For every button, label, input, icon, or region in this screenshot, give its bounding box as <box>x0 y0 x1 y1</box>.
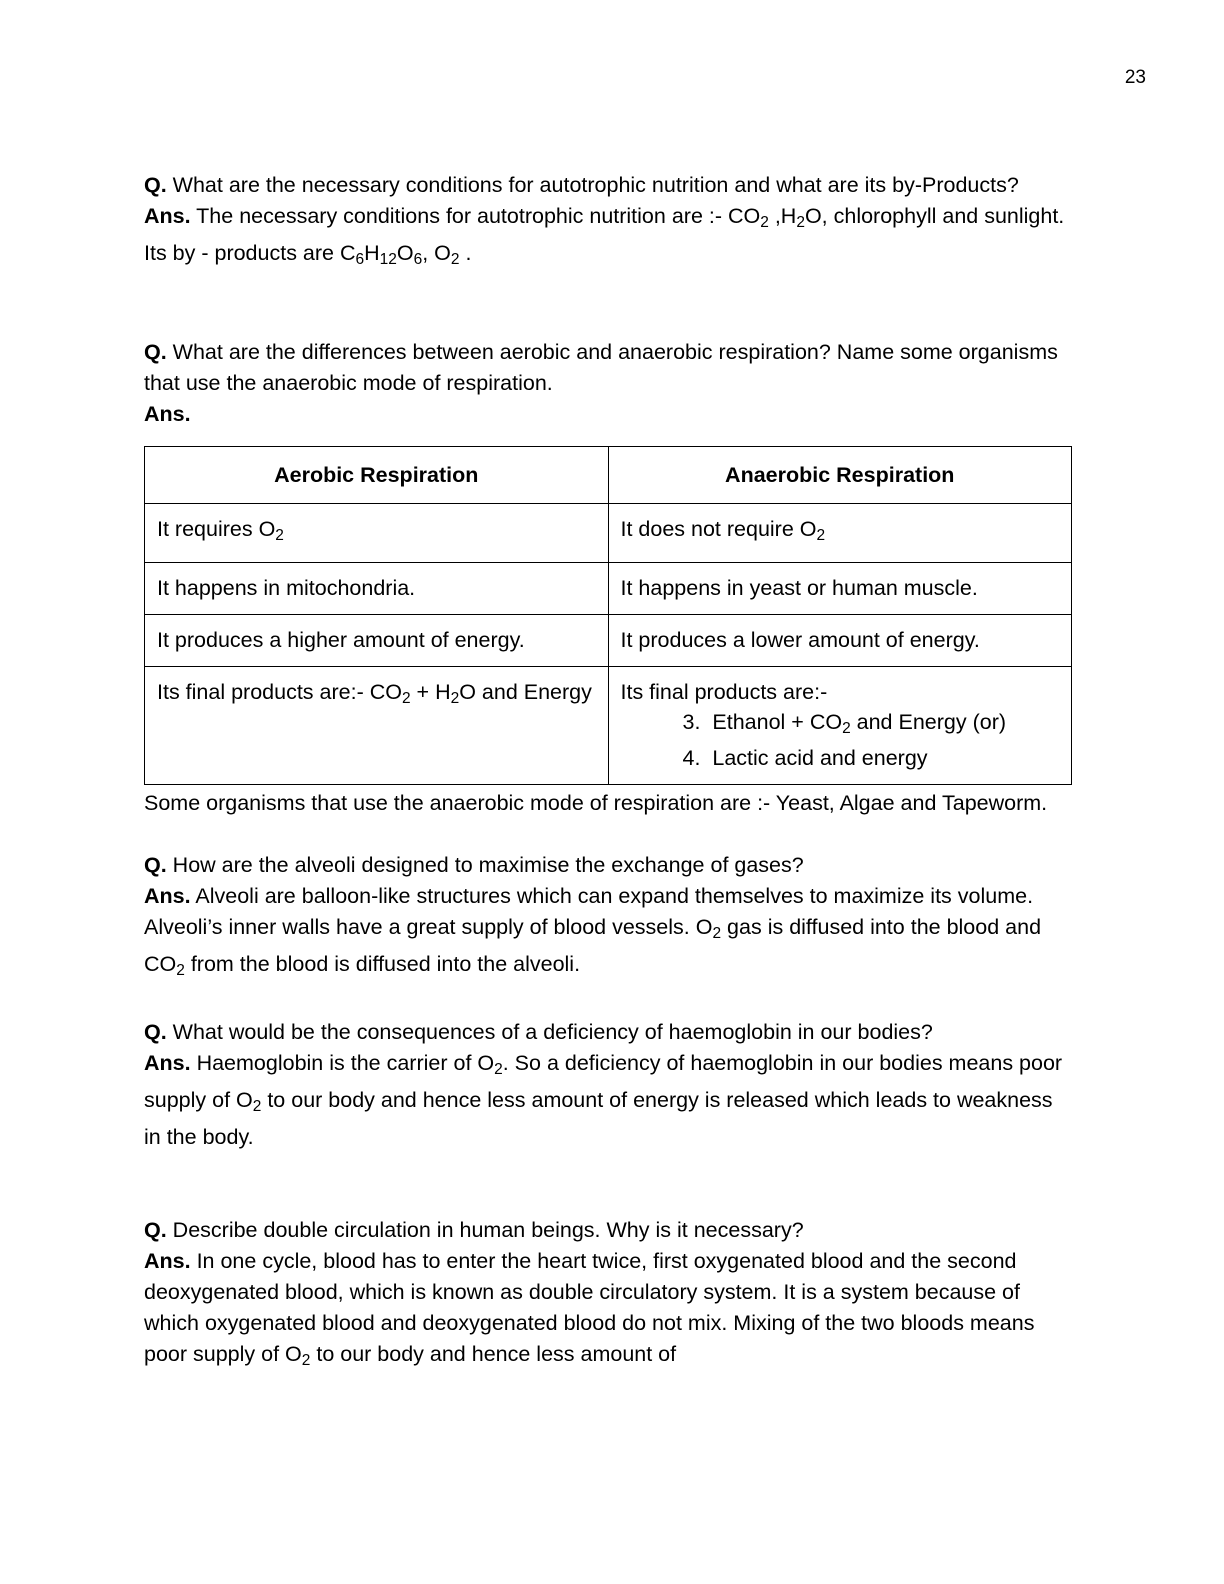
list-item <box>677 743 1060 773</box>
question-text: What would be the consequences of a deficiency of haemoglobin in our bodies? <box>166 1020 933 1045</box>
list-number: 4. <box>682 746 701 771</box>
list-text-pre: Lactic acid and energy <box>712 746 928 771</box>
subscript: 2 <box>796 213 805 231</box>
question-label: Q. <box>144 173 167 197</box>
table-cell-anaerobic: It happens in yeast or human muscle. <box>608 562 1072 614</box>
answer-1-line-2 <box>144 238 1072 275</box>
table-cell-anaerobic <box>608 503 1072 562</box>
subscript: 12 <box>379 250 397 268</box>
question-text: What are the necessary conditions for autotrophic nutrition and what are its by-Products? <box>166 173 1019 197</box>
table-cell-aerobic: It happens in mitochondria. <box>145 562 609 614</box>
subscript: 2 <box>816 526 826 544</box>
table-row <box>145 614 1072 666</box>
list-text-pre: Ethanol + CO <box>712 709 843 734</box>
table-row <box>145 562 1072 614</box>
answer-4 <box>144 1048 1072 1153</box>
answer-text-part-2: gas is diffused into the blood and CO <box>144 915 1042 977</box>
table-cell-anaerobic-final <box>608 666 1072 785</box>
cell-intro-text: Its final products are:- <box>620 679 828 704</box>
cell-text-pre: Its final products are:- CO <box>157 679 402 704</box>
answer-5 <box>144 1246 1072 1376</box>
question-3 <box>144 850 1072 881</box>
answer-text-part-1: Alveoli are balloon-like structures which can expand themselves to maximize its volume. Alveoli’s inner walls have a great supply of blood vessels. O <box>144 884 1034 940</box>
spacer <box>144 275 1072 337</box>
document-content <box>144 170 1072 1376</box>
list-number: 3. <box>682 709 701 734</box>
answer-text-part-1: The necessary conditions for autotrophic nutrition are :- CO <box>190 204 761 228</box>
table-cell-aerobic <box>145 503 609 562</box>
subscript: 2 <box>760 213 769 231</box>
column-header-aerobic: Aerobic Respiration <box>145 446 609 503</box>
answer-text-part-3: to our body and hence less amount of energy is released which leads to weakness in the body. <box>144 1088 1053 1149</box>
answer-text-part-1: Haemoglobin is the carrier of O <box>190 1051 495 1076</box>
anaerobic-products-list <box>621 707 1060 774</box>
comparison-table <box>144 446 1072 786</box>
list-text-post: and Energy (or) <box>850 709 1007 734</box>
question-text: Describe double circulation in human beings. Why is it necessary? <box>166 1217 804 1242</box>
answer-label: Ans. <box>144 401 191 426</box>
answer-text-part-2: to our body and hence less amount of <box>310 1341 677 1366</box>
answer-1 <box>144 201 1072 238</box>
spacer <box>144 819 1072 850</box>
table-header-row <box>145 446 1072 503</box>
byproducts-mid-1: H <box>364 240 380 265</box>
subscript: 2 <box>275 526 284 544</box>
table-row <box>145 503 1072 562</box>
list-item <box>677 707 1060 744</box>
answer-text-part-3: O, chlorophyll and sunlight. <box>804 204 1065 228</box>
question-label: Q. <box>144 853 167 878</box>
subscript: 2 <box>252 1097 262 1115</box>
question-label: Q. <box>144 1217 167 1242</box>
cell-text: It requires O <box>157 516 276 541</box>
table-cell-aerobic: It produces a higher amount of energy. <box>145 614 609 666</box>
question-5 <box>144 1215 1072 1246</box>
question-4 <box>144 1017 1072 1048</box>
byproducts-end: . <box>459 240 472 265</box>
cell-text-mid: + H <box>410 679 451 704</box>
answer-text-part-2: ,H <box>768 204 797 228</box>
answer-label: Ans. <box>144 1248 191 1273</box>
subscript: 2 <box>401 689 411 707</box>
subscript: 2 <box>176 962 185 980</box>
spacer <box>144 986 1072 1017</box>
subscript: 2 <box>301 1351 311 1369</box>
answer-text-part-1: In one cycle, blood has to enter the heart twice, first oxygenated blood and the second deoxygenated blood, which is known as double circulatory system. It is a system because of which oxygenated blood and deoxygenated blood do not mix. Mixing of the two bloods means poor supply of O <box>144 1248 1035 1366</box>
subscript: 2 <box>450 689 460 707</box>
answer-text-part-3: from the blood is diffused into the alveoli. <box>184 952 581 977</box>
answer-2-label <box>144 399 1072 430</box>
spacer <box>144 1153 1072 1215</box>
page-number: 23 <box>1124 67 1146 88</box>
subscript: 6 <box>355 250 365 268</box>
answer-label: Ans. <box>144 204 191 228</box>
question-2 <box>144 337 1072 399</box>
answer-text-part-2: . So a deficiency of haemoglobin in our bodies means poor supply of O <box>144 1051 1063 1113</box>
question-label: Q. <box>144 339 167 364</box>
subscript: 2 <box>842 719 851 737</box>
subscript: 2 <box>494 1061 503 1079</box>
answer-label: Ans. <box>144 884 191 909</box>
subscript: 2 <box>712 925 722 943</box>
byproducts-mid-2: O <box>396 240 414 265</box>
answer-3 <box>144 881 1072 986</box>
answer-label: Ans. <box>144 1051 191 1076</box>
byproducts-mid-3: , O <box>422 240 451 265</box>
question-label: Q. <box>144 1020 167 1045</box>
question-1 <box>144 170 1072 201</box>
question-text: How are the alveoli designed to maximise the exchange of gases? <box>166 853 804 878</box>
after-table-note: Some organisms that use the anaerobic mode of respiration are :- Yeast, Algae and Tapeworm. <box>144 791 1048 816</box>
table-row-final-products <box>145 666 1072 785</box>
byproducts-pre: Its by - products are C <box>144 240 356 265</box>
subscript: 6 <box>413 250 423 268</box>
cell-text-post: O and Energy <box>459 679 592 704</box>
cell-text: It does not require O <box>620 516 817 541</box>
question-text: What are the differences between aerobic and anaerobic respiration? Name some organisms that use the anaerobic mode of respiration. <box>144 339 1058 395</box>
table-cell-anaerobic: It produces a lower amount of energy. <box>608 614 1072 666</box>
subscript: 2 <box>450 250 460 268</box>
table-cell-aerobic-final <box>145 666 609 785</box>
column-header-anaerobic: Anaerobic Respiration <box>608 446 1072 503</box>
